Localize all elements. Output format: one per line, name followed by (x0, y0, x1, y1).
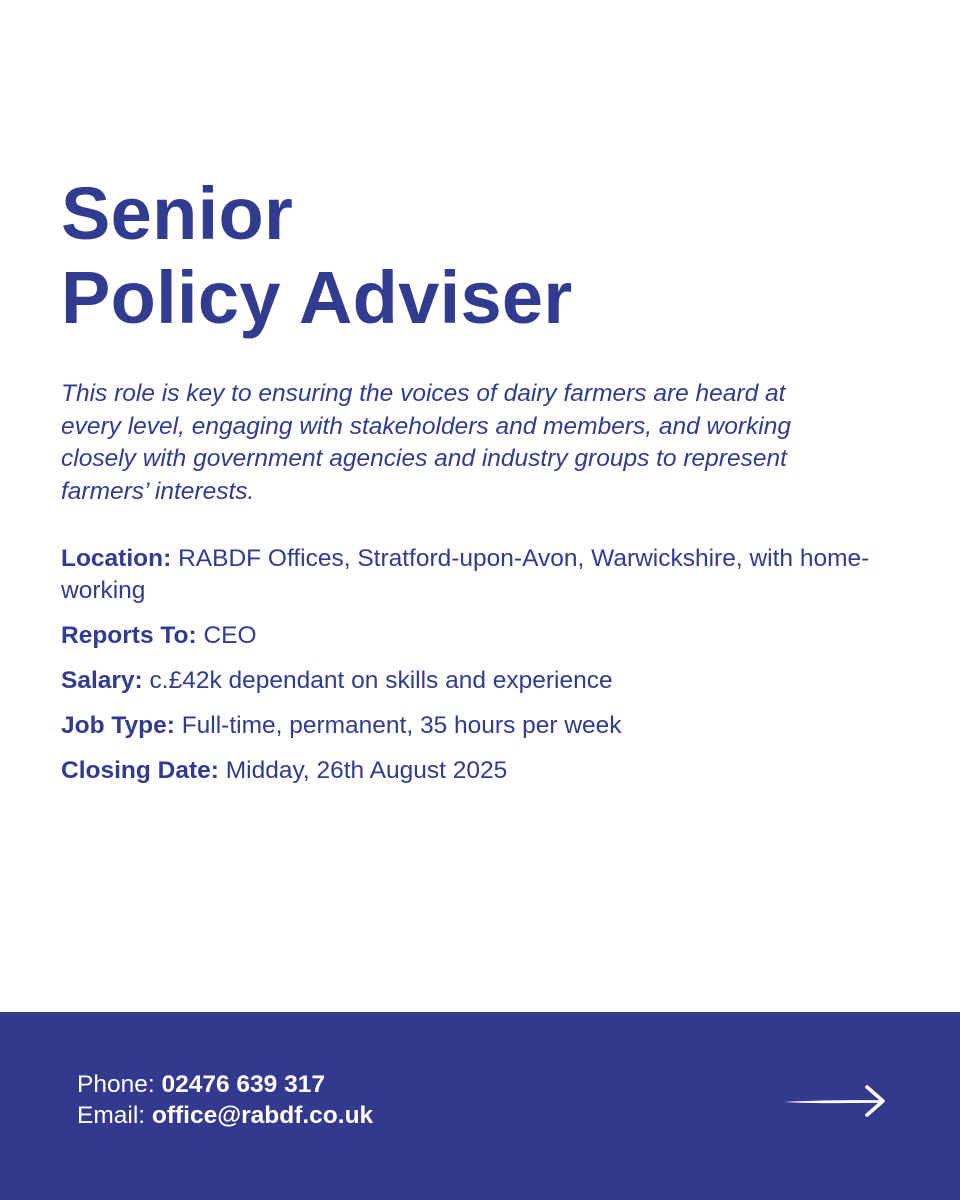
arrow-right-icon[interactable] (782, 1084, 886, 1118)
contact-block (77, 1069, 373, 1131)
email-line (77, 1100, 373, 1131)
phone-line (77, 1069, 373, 1100)
email-label: Email: (77, 1102, 146, 1129)
detail-label: Location: (61, 545, 172, 572)
detail-closing-date (61, 755, 881, 787)
detail-value: CEO (203, 622, 257, 649)
detail-label: Salary: (61, 667, 143, 694)
phone-number-link[interactable]: 02476 639 317 (161, 1071, 325, 1098)
detail-reports-to (61, 620, 881, 652)
detail-value: c.£42k dependant on skills and experience (149, 667, 613, 694)
detail-label: Job Type: (61, 712, 175, 739)
phone-label: Phone: (77, 1071, 155, 1098)
detail-label: Reports To: (61, 622, 197, 649)
detail-value: Midday, 26th August 2025 (225, 757, 508, 784)
detail-label: Closing Date: (61, 757, 219, 784)
title-line-1: Senior (61, 172, 294, 255)
role-intro: This role is key to ensuring the voices of dairy farmers are heard at every level, engaging with stakeholders and members, and working closely with government agencies and industry groups to represent farmers’ interests. (61, 380, 791, 506)
detail-location (61, 543, 881, 607)
detail-salary (61, 665, 881, 697)
contact-footer (0, 1012, 960, 1200)
detail-value: Full-time, permanent, 35 hours per week (181, 712, 622, 739)
email-link[interactable]: office@rabdf.co.uk (151, 1102, 374, 1129)
page-title (61, 172, 572, 340)
title-line-2: Policy Adviser (61, 256, 573, 339)
job-details-list (61, 543, 881, 800)
detail-value: RABDF Offices, Stratford-upon-Avon, Warwickshire, with home-working (61, 545, 870, 604)
detail-job-type (61, 710, 881, 742)
